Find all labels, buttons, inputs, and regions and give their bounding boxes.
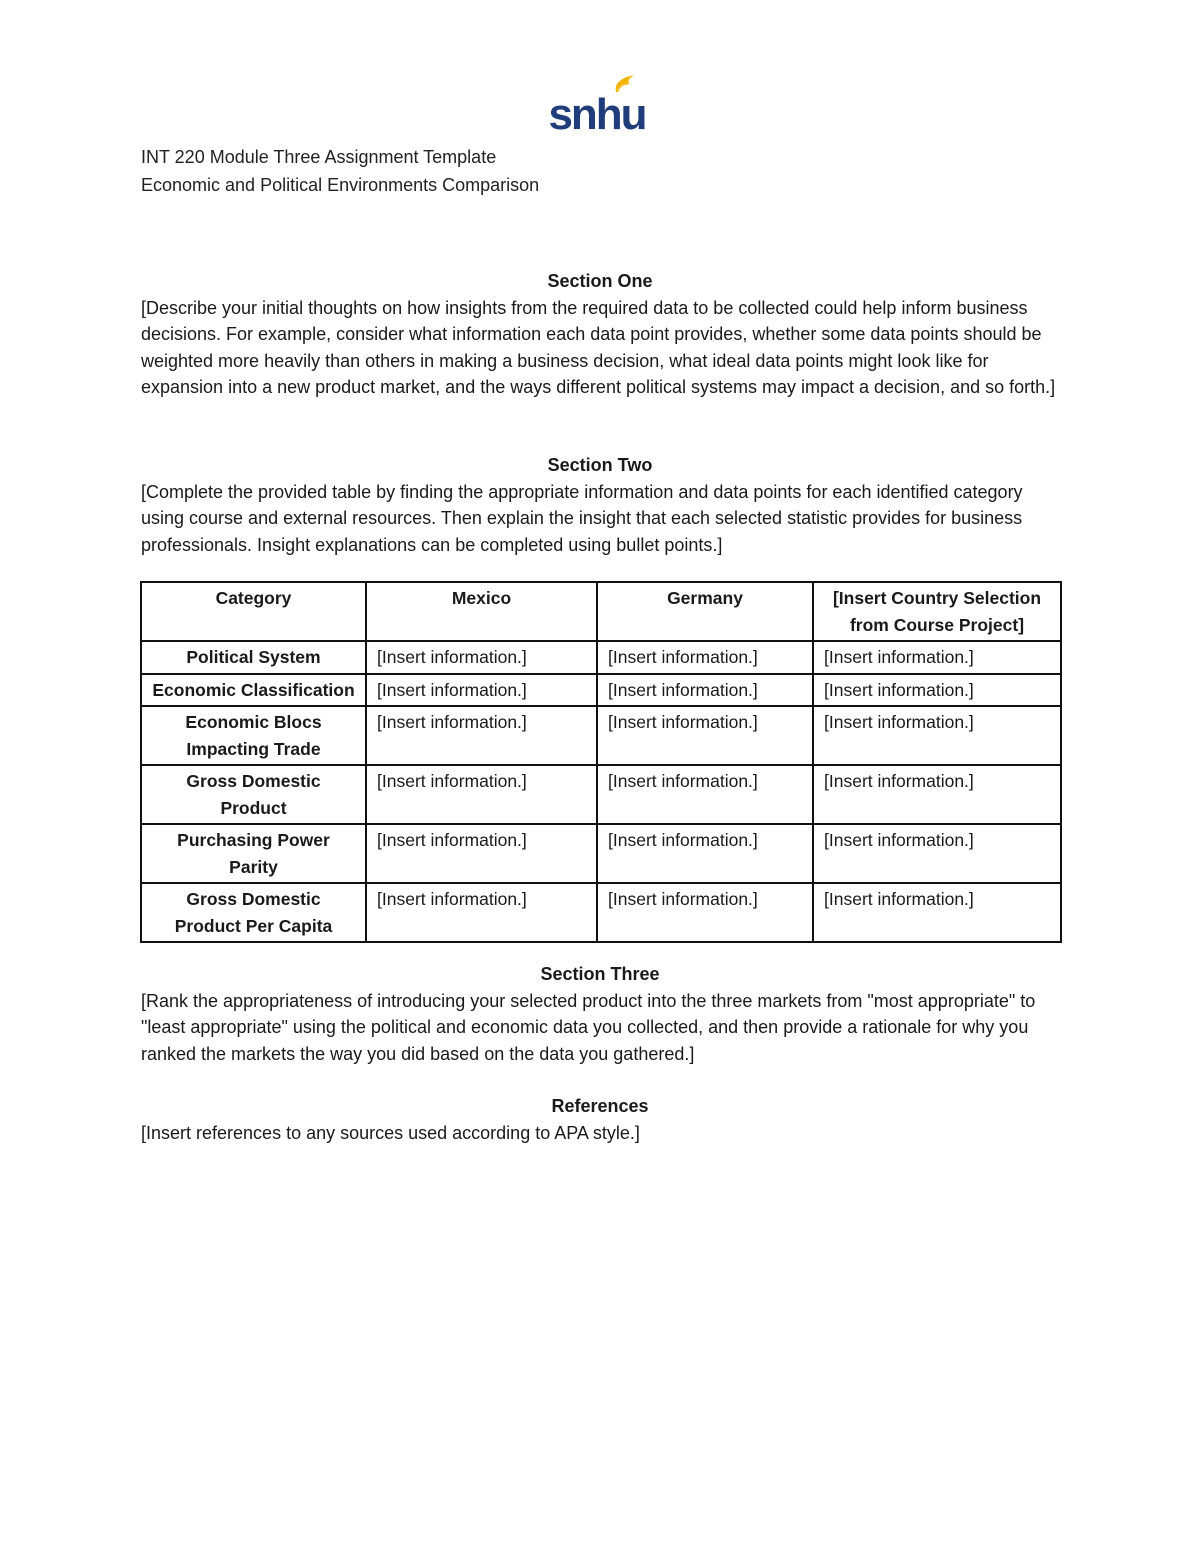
snhu-logo [548, 72, 646, 139]
cell-mexico[interactable]: [Insert information.] [366, 674, 597, 707]
header-category: Category [141, 582, 366, 641]
table-row [141, 641, 1061, 674]
cell-selected-country[interactable]: [Insert information.] [813, 706, 1061, 765]
cell-selected-country[interactable]: [Insert information.] [813, 824, 1061, 883]
row-category: Economic Blocs Impacting Trade [141, 706, 366, 765]
table-row [141, 706, 1061, 765]
cell-germany[interactable]: [Insert information.] [597, 641, 813, 674]
cell-mexico[interactable]: [Insert information.] [366, 641, 597, 674]
row-category: Gross Domestic Product [141, 765, 366, 824]
row-category: Purchasing Power Parity [141, 824, 366, 883]
svg-text:snhu: snhu [548, 90, 646, 139]
cell-selected-country[interactable]: [Insert information.] [813, 883, 1061, 942]
header-mexico: Mexico [366, 582, 597, 641]
section-two-title: Section Two [547, 455, 653, 475]
table-row [141, 674, 1061, 707]
cell-germany[interactable]: [Insert information.] [597, 706, 813, 765]
table-row [141, 883, 1061, 942]
references-body: [Insert references to any sources used according to APA style.] [141, 1122, 640, 1143]
section-three-title: Section Three [540, 964, 660, 984]
section-three-body: [Rank the appropriateness of introducing your selected product into the three markets from "most appropriate" to "least appropriate" using the political and economic data you collected, and then provide a rationale for why you ranked the markets the way you did based on the data you gathered.] [141, 990, 1036, 1064]
assignment-subtitle: Economic and Political Environments Comparison [141, 175, 540, 195]
cell-selected-country[interactable]: [Insert information.] [813, 641, 1061, 674]
cell-selected-country[interactable]: [Insert information.] [813, 765, 1061, 824]
cell-germany[interactable]: [Insert information.] [597, 765, 813, 824]
cell-germany[interactable]: [Insert information.] [597, 674, 813, 707]
header-country-selection: [Insert Country Selection from Course Project] [813, 582, 1061, 641]
cell-germany[interactable]: [Insert information.] [597, 883, 813, 942]
cell-mexico[interactable]: [Insert information.] [366, 883, 597, 942]
comparison-table [140, 581, 1062, 943]
section-two [141, 452, 1059, 558]
section-one [141, 268, 1059, 401]
course-title: INT 220 Module Three Assignment Template [141, 147, 497, 167]
row-category: Gross Domestic Product Per Capita [141, 883, 366, 942]
references-section [141, 1093, 1059, 1146]
section-three [141, 961, 1059, 1067]
table-header-row [141, 582, 1061, 641]
references-title: References [551, 1096, 649, 1116]
section-one-title: Section One [547, 271, 653, 291]
section-one-body: [Describe your initial thoughts on how insights from the required data to be collected could help inform business decisions. For example, consider what information each data point provides, whether some data points should be weighted more heavily than others in making a business decision, what ideal data points might look like for expansion into a new product market, and the ways different political systems may impact a decision, and so forth.] [141, 297, 1056, 397]
row-category: Political System [141, 641, 366, 674]
cell-mexico[interactable]: [Insert information.] [366, 706, 597, 765]
cell-selected-country[interactable]: [Insert information.] [813, 674, 1061, 707]
table-row [141, 824, 1061, 883]
cell-germany[interactable]: [Insert information.] [597, 824, 813, 883]
header-germany: Germany [597, 582, 813, 641]
cell-mexico[interactable]: [Insert information.] [366, 824, 597, 883]
table-row [141, 765, 1061, 824]
row-category: Economic Classification [141, 674, 366, 707]
document-heading [141, 143, 539, 199]
section-two-body: [Complete the provided table by finding the appropriate information and data points for each identified category using course and external resources. Then explain the insight that each selected statistic provides for business professionals. Insight explanations can be completed using bullet points.] [141, 481, 1023, 555]
cell-mexico[interactable]: [Insert information.] [366, 765, 597, 824]
flame-icon [548, 72, 646, 139]
